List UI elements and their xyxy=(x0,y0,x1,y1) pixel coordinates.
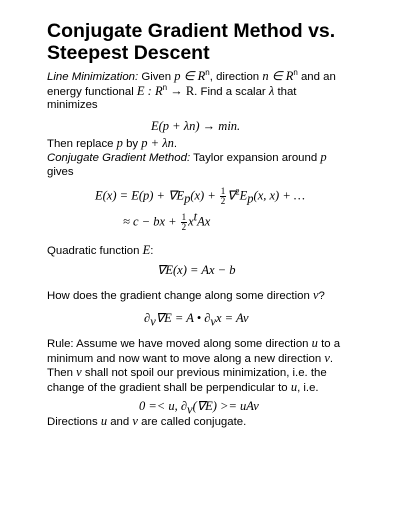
equation-conjugate xyxy=(47,397,387,415)
equation-text xyxy=(95,187,305,206)
cg-label: Conjugate Gradient Method: xyxy=(47,152,191,164)
math-p: p xyxy=(320,150,327,164)
subscript-v: v xyxy=(150,314,156,329)
rule-section xyxy=(47,337,387,430)
text: , direction xyxy=(209,71,263,83)
math-v: v xyxy=(76,365,82,379)
math: 0 =< u, ∂ xyxy=(139,399,188,413)
line-min-line3: minimizes xyxy=(47,99,98,111)
text: Rule: Assume we have moved along some direction xyxy=(47,338,312,350)
quadratic-line xyxy=(47,244,387,259)
text: Given xyxy=(138,71,175,83)
math: Ax xyxy=(197,214,211,229)
text: Directions xyxy=(47,416,101,428)
math-u: u xyxy=(100,414,108,428)
text: shall not spoil our previous minimization, i.e. the xyxy=(81,367,327,379)
text: . Find a scalar xyxy=(194,85,269,98)
text: minimum and now want to move along a new direction xyxy=(47,352,325,365)
equation-taylor-2 xyxy=(47,208,387,236)
quadratic-section xyxy=(47,244,387,279)
superscript-2: 2 xyxy=(235,187,240,197)
text: change of the gradient shall be perpendicular to xyxy=(47,381,291,394)
text: and xyxy=(107,416,133,428)
equation-text xyxy=(144,310,249,329)
text: How does the gradient change along some direction xyxy=(47,289,313,302)
text: . xyxy=(173,137,178,150)
math: E xyxy=(239,188,248,203)
equation-text: ∇E(x) = Ax − b xyxy=(157,262,236,277)
text: and an xyxy=(297,71,336,83)
math: (x, x) + … xyxy=(253,188,306,203)
math-E: E xyxy=(142,243,151,257)
math-arrow-r: → R xyxy=(167,83,195,98)
math: ∇ xyxy=(227,188,236,203)
gradient-change-section xyxy=(47,289,387,328)
math-u: u xyxy=(311,336,318,350)
subscript-p: p xyxy=(184,191,191,206)
math: ∇E = A • ∂ xyxy=(155,311,211,325)
fraction-half xyxy=(181,213,188,232)
line-min-label: Line Minimization: xyxy=(47,71,139,83)
equation-gradient xyxy=(47,261,387,279)
gradient-change-question xyxy=(47,289,387,304)
math: (∇E) >= uAv xyxy=(192,399,259,413)
cg-line1 xyxy=(47,151,387,166)
text: by xyxy=(122,137,142,150)
math-expression: p + λn xyxy=(141,135,174,150)
replace-line xyxy=(47,137,387,152)
math: ∂ xyxy=(144,311,151,325)
math-n-in-rn: n ∈ R xyxy=(262,69,294,83)
text: energy functional xyxy=(47,85,137,98)
math: x = Av xyxy=(215,311,249,325)
numerator: 1 xyxy=(181,212,187,222)
superscript-n: n xyxy=(293,68,298,78)
fraction-half xyxy=(220,187,227,206)
math-energy-map: E : R xyxy=(136,83,163,98)
math-v: v xyxy=(132,414,138,428)
superscript-n: n xyxy=(162,82,168,92)
text: Then xyxy=(47,367,77,379)
equation-text xyxy=(123,209,211,232)
line-min-line1 xyxy=(47,70,387,85)
equation-directional xyxy=(47,309,387,327)
subscript-v: v xyxy=(187,402,193,417)
denominator: 2 xyxy=(181,222,187,232)
text: to a xyxy=(317,338,341,350)
math: E(x) = E(p) + ∇E xyxy=(95,188,185,203)
text: Quadratic function xyxy=(47,245,143,257)
rule-line4 xyxy=(47,381,387,396)
conjugate-conclusion xyxy=(47,415,387,430)
text: . xyxy=(329,352,334,365)
rule-line1 xyxy=(47,337,387,352)
math-u: u xyxy=(290,379,298,394)
equation-taylor-1 xyxy=(47,181,387,208)
text: Then replace xyxy=(47,137,117,150)
subscript-v: v xyxy=(210,314,216,329)
math-v: v xyxy=(324,350,330,365)
line-minimization-section xyxy=(47,70,387,151)
text: that xyxy=(274,85,297,98)
equation-text xyxy=(139,398,259,417)
equation-text: E(p + λn) → min. xyxy=(151,118,241,133)
text: ? xyxy=(318,289,325,302)
subscript-p: p xyxy=(247,191,254,206)
rule-line2 xyxy=(47,352,387,367)
text: : xyxy=(150,245,154,257)
superscript-t: t xyxy=(193,209,198,224)
math: (x) + xyxy=(190,188,216,203)
math: ≈ c − bx + xyxy=(123,214,177,229)
numerator: 1 xyxy=(220,186,226,196)
superscript-n: n xyxy=(205,68,210,78)
math-p: p xyxy=(116,135,123,150)
math-v: v xyxy=(312,287,319,302)
text: are called conjugate. xyxy=(137,416,247,428)
page-title: Conjugate Gradient Method vs. Steepest Descent xyxy=(47,20,336,64)
cg-line2: gives xyxy=(47,165,74,178)
denominator: 2 xyxy=(220,196,226,206)
math-lambda: λ xyxy=(268,83,275,98)
rule-line3 xyxy=(47,366,387,381)
equation-line-min xyxy=(47,118,387,136)
document-page xyxy=(47,20,387,430)
math-p-in-rn: p ∈ R xyxy=(174,69,206,83)
text: , i.e. xyxy=(297,381,319,394)
line-min-line2 xyxy=(47,82,387,100)
text: Taylor expansion around xyxy=(190,152,321,164)
math: x xyxy=(188,214,194,229)
cg-section xyxy=(47,151,387,236)
